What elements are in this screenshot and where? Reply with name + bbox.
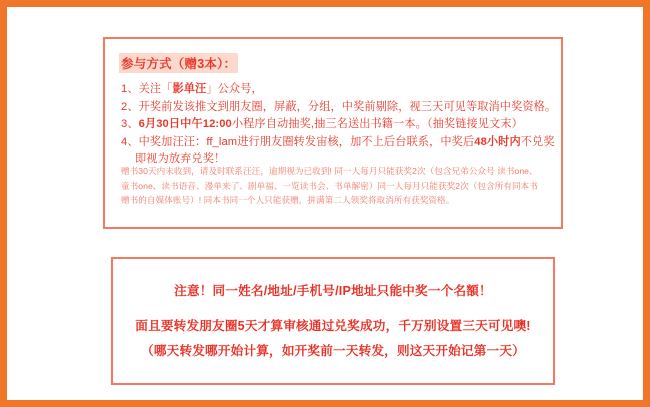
rule-text-prefix: 3、 <box>121 118 139 130</box>
rule-item <box>121 116 551 134</box>
participation-card <box>103 37 563 229</box>
rule-text-bold: 48小时内 <box>474 135 521 148</box>
rules-list <box>121 81 557 169</box>
rule-item <box>121 81 551 99</box>
rule-text-suffix: 小程序自动抽奖,抽三名送出书籍一本。（抽奖链接见文末） <box>231 118 523 130</box>
notice-line-share-days: 面且要转发朋友圈5天才算审核通过兑奖成功，千万别设置三天可见噢! <box>135 318 531 333</box>
rule-text-bold: 影单汪 <box>172 83 207 95</box>
rule-text-suffix: 不兑奖 <box>520 135 555 148</box>
rule-text-prefix: 1、关注「 <box>121 83 173 95</box>
rule-item <box>121 99 557 117</box>
rule-text-prefix: 即视为放弃兑奖！ <box>135 153 226 165</box>
fineprint-block <box>121 164 549 208</box>
participation-heading-wrap <box>119 53 238 73</box>
participation-heading: 参与方式（赠3本）： <box>119 53 238 73</box>
fineprint-line: 童书one、读书语音、漫单来了、剧单福、一览读书会、书单解密）同一人每月只能获奖2次（包含所有同本书 <box>121 180 538 191</box>
fineprint-line: 赠书的自媒体账号）! 同本书同一个人只能获赠，拼满第二人领奖将取消所有获奖资格。 <box>121 195 455 205</box>
notice-line-counting: （哪天转发哪开始计算，如开奖前一天转发，则这天开始记第一天） <box>141 343 525 358</box>
notice-line-limit: 注意！同一姓名/地址/手机号/IP地址只能中奖一个名額！ <box>174 283 492 298</box>
rule-text-bold: 6月30日中午12:00 <box>138 118 232 130</box>
rule-text-prefix: 2、开奖前发该推文到朋友圈，屏蔽，分组，中奖前剔除，视三天可见等取消中奖资格。 <box>121 100 557 113</box>
notice-card <box>111 257 555 385</box>
rule-item <box>121 134 555 152</box>
fineprint-line: 赠书30天内未收到，请及时联系汪汪，逾期视为已收到! 同一人每月只能获奖2次（包含兄弟公众号 读书one、 <box>121 166 538 176</box>
rule-text-prefix: 4、中奖加汪汪：ff_lam进行朋友圈转发宙核，加不上后台联系，中奖后 <box>121 135 475 148</box>
rule-text-suffix: 」公众号， <box>206 83 263 95</box>
notice-block <box>113 259 553 383</box>
